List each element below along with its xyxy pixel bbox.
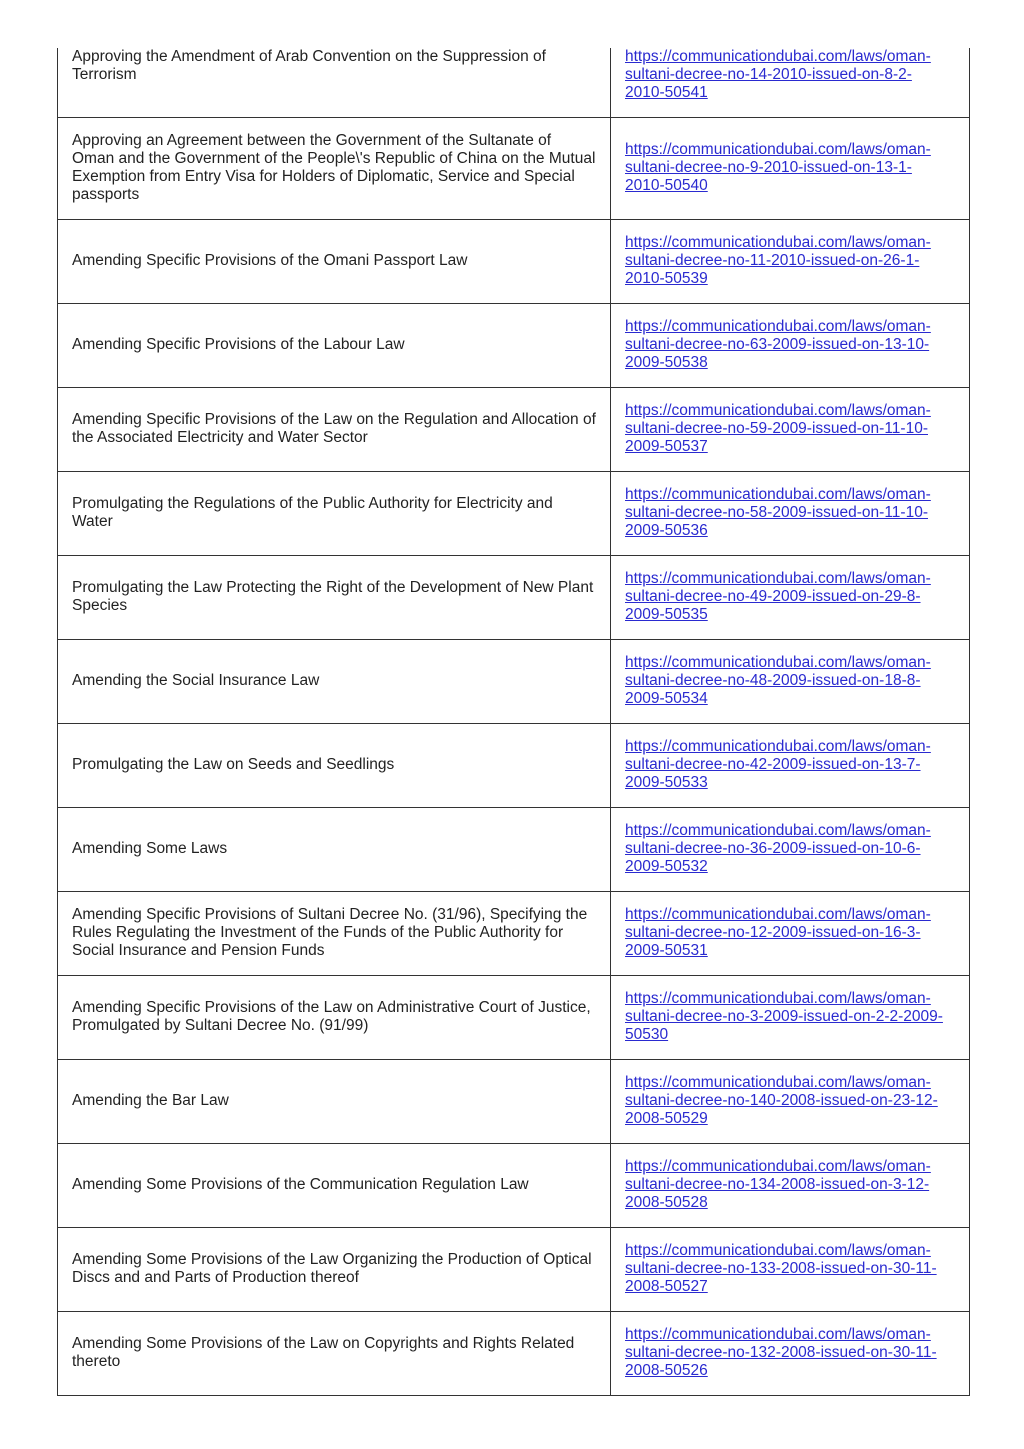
decree-link-line-2: sultani-decree-no-49-2009-issued-on-29-8-	[625, 588, 921, 605]
decree-link-line-1: https://communicationdubai.com/laws/oman-	[625, 318, 931, 335]
document-page	[57, 48, 967, 1396]
table-row	[58, 975, 970, 1059]
decree-link[interactable]	[625, 990, 955, 1044]
decree-link-cell	[611, 807, 970, 891]
decree-link-line-1: https://communicationdubai.com/laws/oman-	[625, 822, 931, 839]
decree-link-line-3: 2010-50539	[625, 270, 708, 287]
decree-link-line-3: 2009-50532	[625, 858, 708, 875]
decree-title: Amending Some Laws	[58, 807, 611, 891]
decree-link-line-1: https://communicationdubai.com/laws/oman-	[625, 141, 931, 158]
decree-link-line-3: 2008-50529	[625, 1110, 708, 1127]
decree-link-line-3: 2009-50533	[625, 774, 708, 791]
decree-link[interactable]	[625, 822, 955, 876]
decree-title: Amending Specific Provisions of the Law on the Regulation and Allocation of the Associated Electricity and Water Sector	[58, 387, 611, 471]
decree-link[interactable]	[625, 1074, 955, 1128]
decree-link-line-3: 2009-50534	[625, 690, 708, 707]
decree-link-line-1: https://communicationdubai.com/laws/oman-	[625, 1242, 931, 1259]
decree-table	[57, 48, 970, 1396]
table-row	[58, 723, 970, 807]
decree-link[interactable]	[625, 906, 955, 960]
decree-link[interactable]	[625, 402, 955, 456]
decree-title: Promulgating the Law on Seeds and Seedlings	[58, 723, 611, 807]
table-row	[58, 1227, 970, 1311]
decree-link[interactable]	[625, 318, 955, 372]
decree-link-line-3: 2009-50536	[625, 522, 708, 539]
decree-title: Approving an Agreement between the Government of the Sultanate of Oman and the Government of the People\'s Republic of China on the Mutual Exemption from Entry Visa for Holders of Diplomatic, Service and Special passports	[58, 117, 611, 219]
decree-link[interactable]	[625, 1158, 955, 1212]
decree-link[interactable]	[625, 1326, 955, 1380]
table-row	[58, 1311, 970, 1395]
decree-link-cell	[611, 723, 970, 807]
decree-link-line-3: 2008-50526	[625, 1362, 708, 1379]
decree-link-line-2: sultani-decree-no-14-2010-issued-on-8-2-	[625, 66, 912, 83]
decree-link-cell	[611, 117, 970, 219]
decree-title: Amending Some Provisions of the Law Organizing the Production of Optical Discs and and Parts of Production thereof	[58, 1227, 611, 1311]
decree-link[interactable]	[625, 1242, 955, 1296]
decree-link-line-1: https://communicationdubai.com/laws/oman-	[625, 402, 931, 419]
decree-link-cell	[611, 48, 970, 117]
table-row	[58, 471, 970, 555]
decree-link-line-2: sultani-decree-no-48-2009-issued-on-18-8-	[625, 672, 921, 689]
decree-link-line-3: 2009-50531	[625, 942, 708, 959]
decree-link-line-2: sultani-decree-no-59-2009-issued-on-11-10-	[625, 420, 928, 437]
decree-link-line-3: 50530	[625, 1026, 669, 1043]
decree-link-cell	[611, 387, 970, 471]
table-row	[58, 303, 970, 387]
decree-title: Amending the Bar Law	[58, 1059, 611, 1143]
decree-link-line-1: https://communicationdubai.com/laws/oman-	[625, 738, 931, 755]
decree-link-line-2: sultani-decree-no-42-2009-issued-on-13-7-	[625, 756, 921, 773]
decree-link-line-2: sultani-decree-no-12-2009-issued-on-16-3-	[625, 924, 921, 941]
table-row	[58, 48, 970, 117]
decree-link-line-2: sultani-decree-no-133-2008-issued-on-30-11-	[625, 1260, 937, 1277]
decree-link-line-3: 2010-50541	[625, 84, 708, 101]
decree-link-line-3: 2008-50528	[625, 1194, 708, 1211]
decree-link-line-1: https://communicationdubai.com/laws/oman-	[625, 1074, 931, 1091]
decree-title: Amending Specific Provisions of the Omani Passport Law	[58, 219, 611, 303]
decree-link-cell	[611, 891, 970, 975]
decree-link-line-3: 2009-50538	[625, 354, 708, 371]
decree-link[interactable]	[625, 570, 955, 624]
table-row	[58, 1143, 970, 1227]
decree-link-cell	[611, 1059, 970, 1143]
decree-link[interactable]	[625, 48, 955, 102]
decree-title: Amending Specific Provisions of the Law on Administrative Court of Justice, Promulgated by Sultani Decree No. (91/99)	[58, 975, 611, 1059]
decree-link-line-1: https://communicationdubai.com/laws/oman-	[625, 570, 931, 587]
decree-link-cell	[611, 1311, 970, 1395]
decree-link-line-2: sultani-decree-no-132-2008-issued-on-30-11-	[625, 1344, 937, 1361]
decree-link[interactable]	[625, 486, 955, 540]
decree-link-line-1: https://communicationdubai.com/laws/oman-	[625, 48, 931, 65]
table-row	[58, 891, 970, 975]
decree-link-cell	[611, 975, 970, 1059]
decree-link-cell	[611, 1227, 970, 1311]
decree-link[interactable]	[625, 141, 955, 195]
decree-title: Amending Specific Provisions of the Labour Law	[58, 303, 611, 387]
decree-title: Promulgating the Law Protecting the Right of the Development of New Plant Species	[58, 555, 611, 639]
table-row	[58, 1059, 970, 1143]
decree-link-line-1: https://communicationdubai.com/laws/oman-	[625, 990, 931, 1007]
decree-link-line-1: https://communicationdubai.com/laws/oman-	[625, 234, 931, 251]
decree-link-line-2: sultani-decree-no-58-2009-issued-on-11-10-	[625, 504, 928, 521]
decree-link-line-3: 2008-50527	[625, 1278, 708, 1295]
decree-link-cell	[611, 639, 970, 723]
decree-link-line-2: sultani-decree-no-140-2008-issued-on-23-12-	[625, 1092, 938, 1109]
decree-link-cell	[611, 219, 970, 303]
decree-link-cell	[611, 471, 970, 555]
decree-link-line-2: sultani-decree-no-11-2010-issued-on-26-1-	[625, 252, 920, 269]
table-row	[58, 555, 970, 639]
decree-link-line-1: https://communicationdubai.com/laws/oman-	[625, 1326, 931, 1343]
decree-link-line-3: 2009-50537	[625, 438, 708, 455]
decree-link-line-2: sultani-decree-no-9-2010-issued-on-13-1-	[625, 159, 912, 176]
decree-link-line-2: sultani-decree-no-63-2009-issued-on-13-10-	[625, 336, 930, 353]
decree-link[interactable]	[625, 654, 955, 708]
table-row	[58, 387, 970, 471]
table-row	[58, 219, 970, 303]
table-row	[58, 807, 970, 891]
decree-title: Amending Specific Provisions of Sultani Decree No. (31/96), Specifying the Rules Regulating the Investment of the Funds of the Public Authority for Social Insurance and Pension Funds	[58, 891, 611, 975]
decree-title: Promulgating the Regulations of the Public Authority for Electricity and Water	[58, 471, 611, 555]
decree-link[interactable]	[625, 738, 955, 792]
decree-link-cell	[611, 1143, 970, 1227]
decree-title: Amending the Social Insurance Law	[58, 639, 611, 723]
decree-link-line-3: 2009-50535	[625, 606, 708, 623]
decree-link-cell	[611, 303, 970, 387]
decree-table-body	[58, 48, 970, 1395]
decree-link-line-2: sultani-decree-no-134-2008-issued-on-3-12-	[625, 1176, 930, 1193]
decree-title: Amending Some Provisions of the Law on Copyrights and Rights Related thereto	[58, 1311, 611, 1395]
decree-link-line-1: https://communicationdubai.com/laws/oman-	[625, 486, 931, 503]
decree-link-line-2: sultani-decree-no-36-2009-issued-on-10-6-	[625, 840, 921, 857]
decree-link-line-1: https://communicationdubai.com/laws/oman-	[625, 654, 931, 671]
decree-link-cell	[611, 555, 970, 639]
decree-link-line-2: sultani-decree-no-3-2009-issued-on-2-2-2009-	[625, 1008, 943, 1025]
table-row	[58, 117, 970, 219]
decree-title: Amending Some Provisions of the Communication Regulation Law	[58, 1143, 611, 1227]
decree-link[interactable]	[625, 234, 955, 288]
decree-link-line-1: https://communicationdubai.com/laws/oman-	[625, 906, 931, 923]
decree-link-line-1: https://communicationdubai.com/laws/oman-	[625, 1158, 931, 1175]
decree-link-line-3: 2010-50540	[625, 177, 708, 194]
decree-title: Approving the Amendment of Arab Convention on the Suppression of Terrorism	[58, 48, 611, 117]
table-row	[58, 639, 970, 723]
